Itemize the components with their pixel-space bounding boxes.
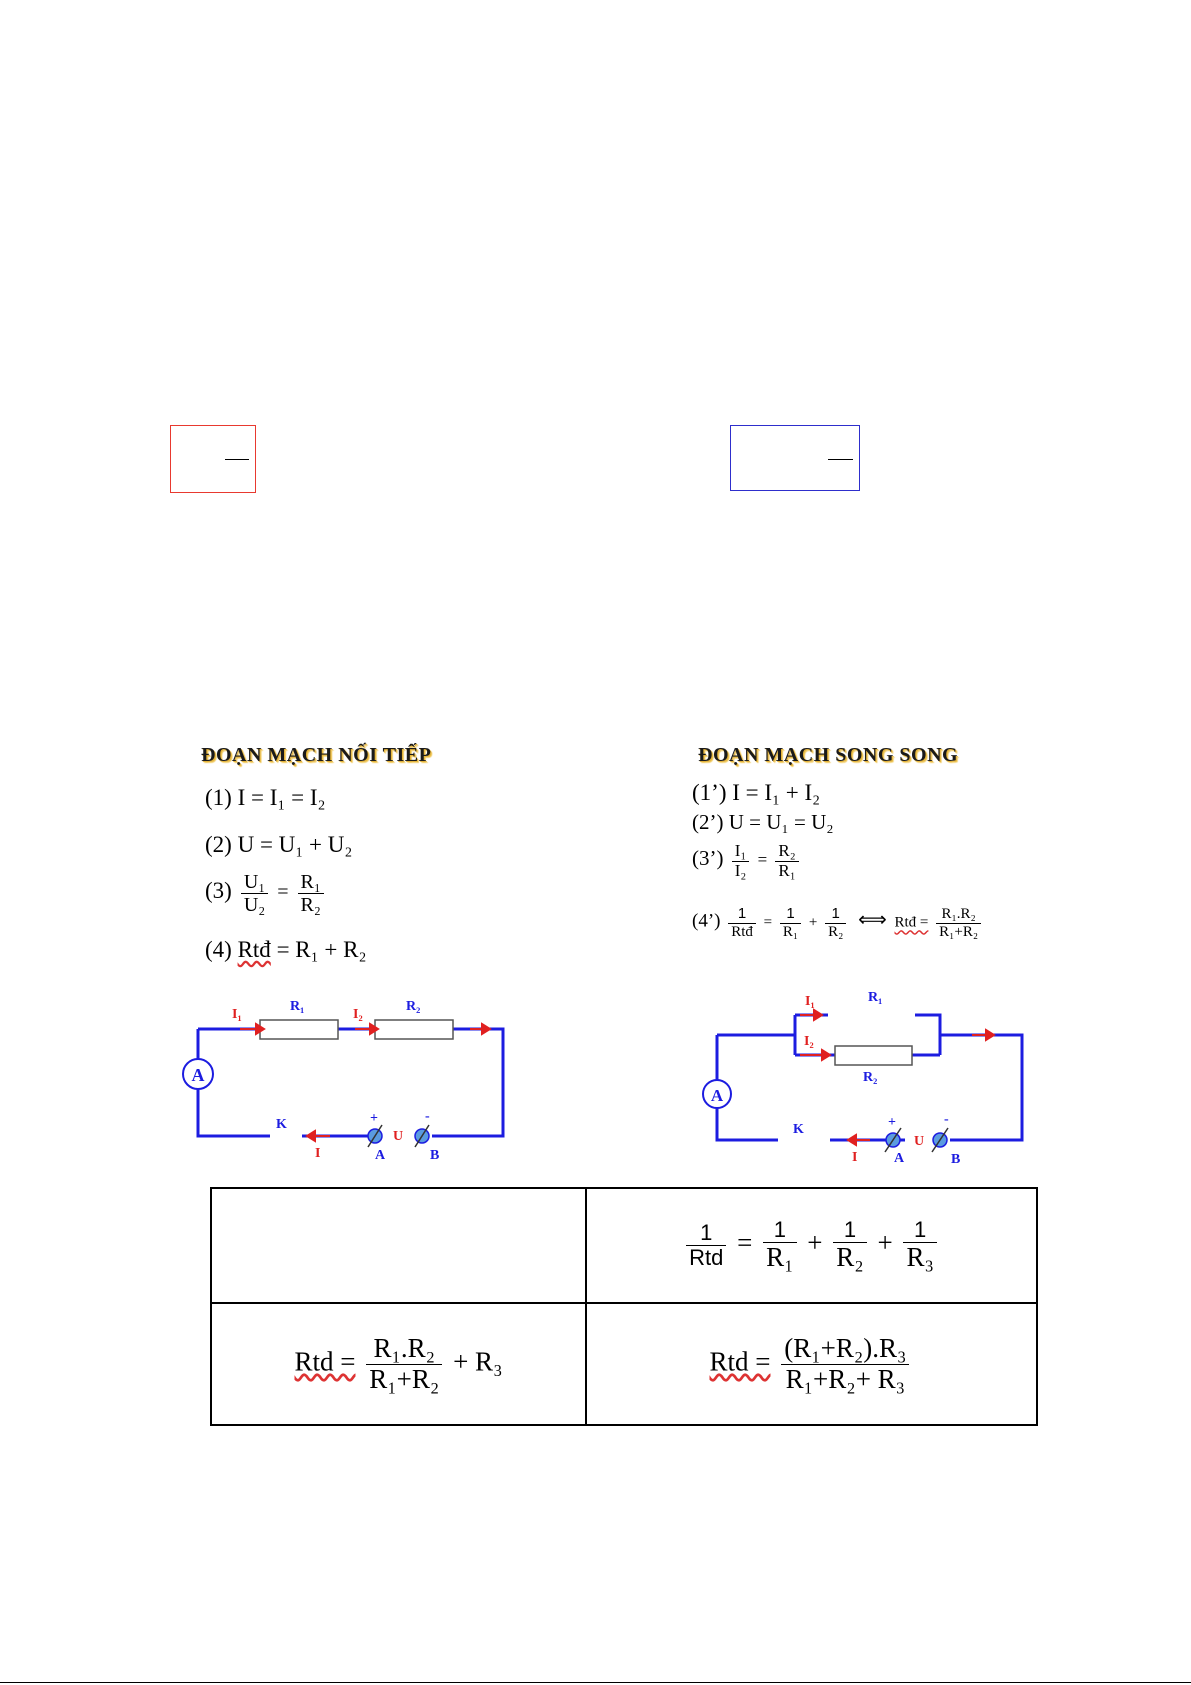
- label-minus: -: [425, 1109, 430, 1124]
- label-r1: R₁: [290, 999, 305, 1014]
- parallel-circuit-diagram: [700, 985, 1050, 1165]
- series-eq2: (2) U = U₁ + U₂: [205, 832, 353, 857]
- label-a: A: [375, 1148, 386, 1160]
- label-u: U: [914, 1134, 925, 1149]
- ammeter-label: A: [191, 1065, 205, 1085]
- table-cell-empty: [211, 1188, 586, 1303]
- label-i: I: [315, 1146, 321, 1160]
- table-cell-mixed-1: Rtd = $\frac{\text{R₁.R₂}}{\text{R₁+R₂}}$ + R₃: [211, 1303, 586, 1425]
- series-eq4: (4) Rtđ = R₁ + R₂: [205, 937, 367, 962]
- label-r2: R₂: [863, 1070, 878, 1085]
- series-circuit-diagram: [170, 985, 520, 1160]
- label-i2: I₂: [804, 1034, 814, 1049]
- table-cell-mixed-2: Rtd = $\frac{\text{(R₁+R₂).R₃}}{\text{R₁+R₂+ R₃}}$: [586, 1303, 1037, 1425]
- fraction-bar: [225, 459, 249, 460]
- parallel-eq1: (1’) I = I₁ + I₂: [692, 780, 821, 805]
- label-a: A: [894, 1151, 905, 1165]
- label-r1: R₁: [868, 990, 883, 1005]
- parallel-eq3: (3’) $\frac{\text{I₁}}{\text{I₂}}$ = $\frac{\text{R₂}}{\text{R₁}}$: [692, 842, 803, 880]
- series-eq3: (3) $\frac{\text{U₁}}{\text{U₂}}$ = $\frac{\text{R₁}}{\text{R₂}}$: [205, 871, 328, 916]
- page-bottom-rule: [0, 1682, 1191, 1683]
- label-plus: +: [888, 1115, 896, 1130]
- blue-frame-box: [730, 425, 860, 491]
- parallel-eq4: (4’) $\frac{1}{\text{Rtđ}}$ = $\frac{1}{\text{R₁}}$ + $\frac{1}{\text{R₂}}$ ⟺ Rtđ = $\frac{\text{R₁.R₂}}{\text{R₁+R₂}}$: [692, 906, 985, 940]
- series-title: ĐOẠN MẠCH NỐI TIẾP: [201, 744, 432, 766]
- label-k: K: [276, 1117, 287, 1132]
- label-i: I: [852, 1150, 858, 1165]
- label-i2: I₂: [353, 1007, 363, 1022]
- resistor-r2: [835, 1046, 912, 1065]
- parallel-title: ĐOẠN MẠCH SONG SONG: [698, 744, 959, 766]
- label-plus: +: [370, 1111, 378, 1126]
- label-k: K: [793, 1122, 804, 1137]
- ammeter-label: A: [710, 1086, 724, 1105]
- series-eq1: (1) I = I₁ = I₂: [205, 785, 326, 810]
- label-minus: -: [944, 1112, 949, 1127]
- label-b: B: [951, 1152, 961, 1165]
- resistor-r1: [260, 1020, 338, 1039]
- label-u: U: [393, 1129, 404, 1144]
- red-frame-box: [170, 425, 256, 493]
- label-r2: R₂: [406, 999, 421, 1014]
- label-i1: I₁: [805, 994, 815, 1009]
- formula-table: [210, 1187, 1038, 1426]
- parallel-eq2: (2’) U = U₁ = U₂: [692, 810, 834, 834]
- label-i1: I₁: [232, 1007, 242, 1022]
- fraction-bar: [828, 459, 853, 460]
- label-b: B: [430, 1148, 440, 1160]
- resistor-r2: [375, 1020, 453, 1039]
- table-cell-parallel-three: $\frac{1}{\text{Rtd}}$ = $\frac{1}{\text{R₁}}$ + $\frac{1}{\text{R₂}}$ + $\frac{1}{\text{R₃}}$: [586, 1188, 1037, 1303]
